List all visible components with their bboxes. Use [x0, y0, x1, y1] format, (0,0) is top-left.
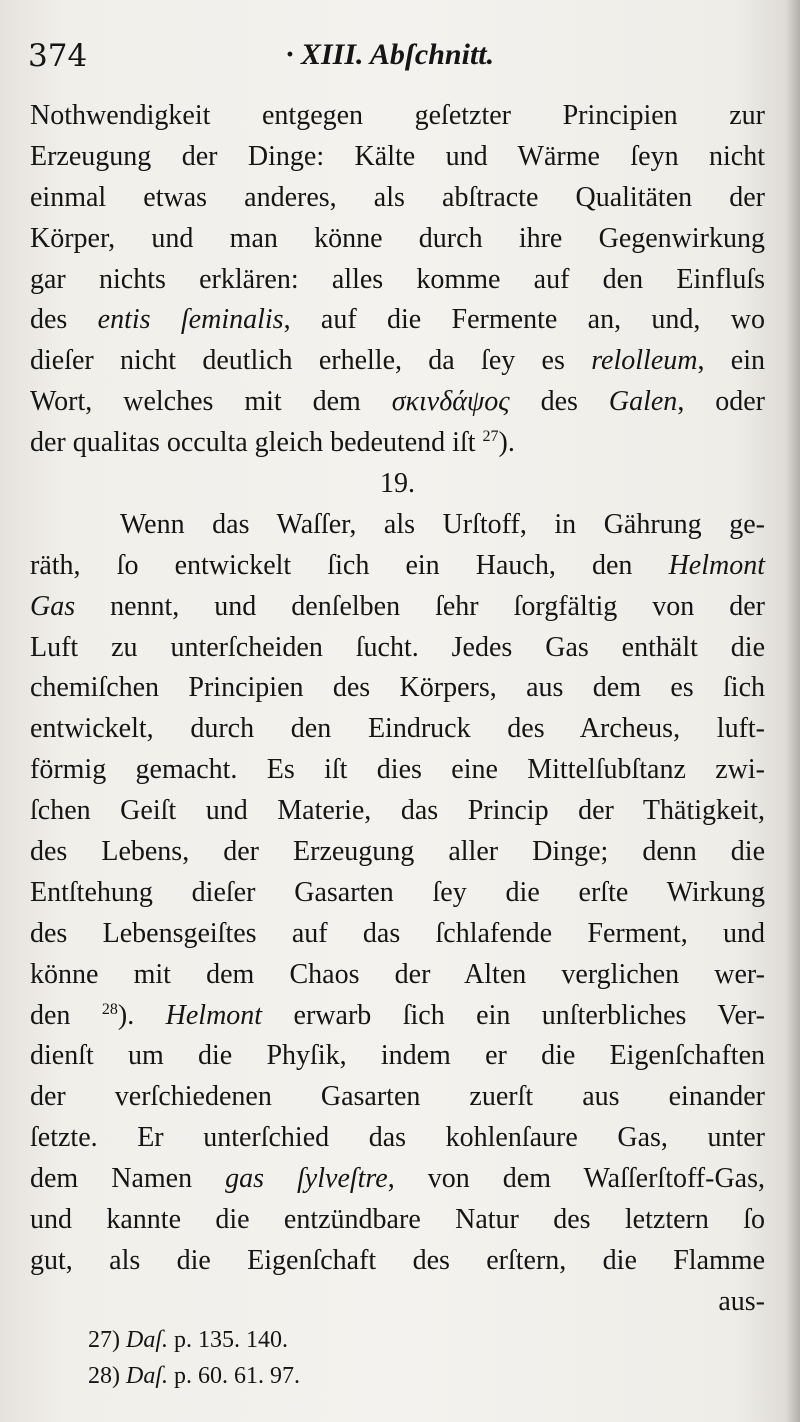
italic-name: Galen	[608, 386, 678, 418]
text-line: Luft zu unterſcheiden ſucht. Jedes Gas enthält die	[30, 631, 765, 663]
text-line: dienſt um die Phyſik, indem er die Eigenſchaften	[30, 1040, 765, 1072]
text-line: des Lebens, der Erzeugung aller Dinge; denn die	[30, 836, 765, 868]
text-line: gut, als die Eigenſchaft des erſtern, die Flamme	[30, 1244, 765, 1276]
footnote-ref: 27	[482, 428, 499, 446]
text-line: Gas nennt, und denſelben ſehr ſorgfältig von der	[30, 590, 765, 622]
page-edge-shadow	[786, 0, 800, 1422]
text-line: der verſchiedenen Gasarten zuerſt aus einander	[30, 1081, 765, 1113]
text-line: des entis ſeminalis, auf die Fermente an, und, wo	[30, 304, 765, 336]
text-line: und kannte die entzündbare Natur des letztern ſo	[30, 1204, 765, 1236]
text-line: gar nichts erklären: alles komme auf den Einfluſs	[30, 263, 765, 295]
text-line: der qualitas occulta gleich bedeutend iſt $^{27}$).	[30, 427, 515, 459]
footnote: 28) Daſ. p. 60. 61. 97.	[88, 1363, 300, 1389]
italic-term: entis ſeminalis	[97, 304, 284, 336]
greek-term: σκινδάψος	[391, 386, 510, 418]
italic-term: Gas	[30, 590, 76, 622]
section-number: 19.	[380, 468, 415, 500]
text-line: räth, ſo entwickelt ſich ein Hauch, den Helmont	[30, 549, 765, 581]
body-text	[30, 96, 765, 1323]
italic-name: Helmont	[668, 549, 765, 581]
text-line: chemiſchen Principien des Körpers, aus dem es ſich	[30, 672, 765, 704]
footnote: 27) Daſ. p. 135. 140.	[88, 1327, 288, 1353]
text-line: einmal etwas anderes, als abſtracte Qualitäten der	[30, 181, 765, 213]
text-line: dieſer nicht deutlich erhelle, da ſey es relolleum, ein	[30, 345, 765, 377]
text-line: Wort, welches mit dem σκινδάψος des Galen, oder	[30, 386, 765, 418]
italic-term: relolleum	[591, 345, 698, 377]
page-header	[28, 38, 768, 78]
text-line: entwickelt, durch den Eindruck des Archeus, luft-	[30, 713, 765, 745]
text-line: Körper, und man könne durch ihre Gegenwirkung	[30, 222, 765, 254]
text-line: ſchen Geiſt und Materie, das Princip der Thätigkeit,	[30, 795, 765, 827]
italic-term: gas ſylveſtre	[225, 1163, 388, 1195]
text-line: Wenn das Waſſer, als Urſtoff, in Gährung ge-	[120, 508, 765, 540]
text-line: förmig gemacht. Es iſt dies eine Mittelſubſtanz zwi-	[30, 754, 765, 786]
text-line: Erzeugung der Dinge: Kälte und Wärme ſeyn nicht	[30, 140, 765, 172]
text-line: ſetzte. Er unterſchied das kohlenſaure Gas, unter	[30, 1122, 765, 1154]
text-line: könne mit dem Chaos der Alten verglichen wer-	[30, 958, 765, 990]
catchword: aus-	[718, 1285, 765, 1317]
running-head: · XIII. Abſchnitt.	[286, 38, 495, 71]
page-number: 374	[28, 38, 88, 74]
footnotes	[88, 1322, 300, 1394]
italic-name: Helmont	[165, 999, 263, 1031]
footnote-ref: 28	[101, 1000, 118, 1018]
text-line: dem Namen gas ſylveſtre, von dem Waſſerſtoff-Gas,	[30, 1163, 765, 1195]
text-line: Nothwendigkeit entgegen geſetzter Principien zur	[30, 100, 765, 131]
text-line: des Lebensgeiſtes auf das ſchlafende Ferment, und	[30, 917, 765, 949]
text-line: den $^{28}$). Helmont erwarb ſich ein unſterbliches Ver-	[30, 999, 765, 1031]
text-line: Entſtehung dieſer Gasarten ſey die erſte Wirkung	[30, 876, 765, 908]
